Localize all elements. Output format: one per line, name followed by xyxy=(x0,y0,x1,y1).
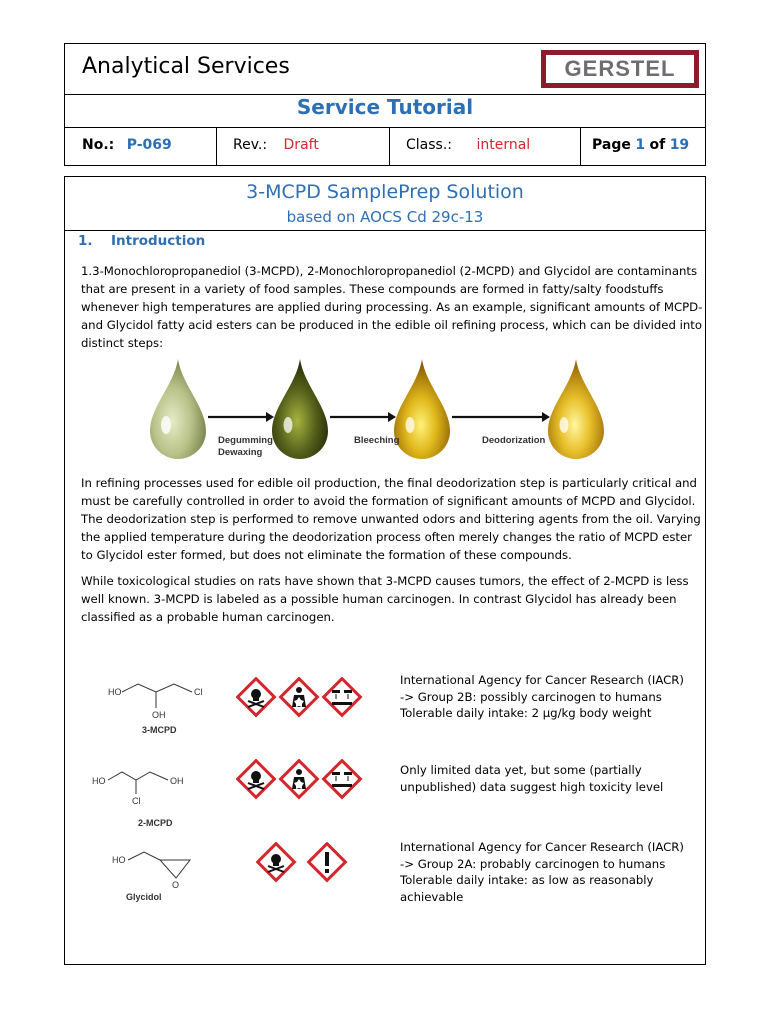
page-of: of xyxy=(649,137,666,153)
section-number: 1. xyxy=(78,233,93,249)
info-line: International Agency for Cancer Research (IACR) xyxy=(400,840,684,854)
doc-number xyxy=(82,137,172,153)
label-cl: Cl xyxy=(132,796,141,806)
structure-2-mcpd xyxy=(86,762,206,834)
page-label: Page xyxy=(592,137,631,153)
compound-info-2-mcpd xyxy=(400,762,700,795)
classification-value: internal xyxy=(476,137,531,153)
label-oh: OH xyxy=(170,776,184,786)
step-dewaxing: Dewaxing xyxy=(218,447,263,458)
step-deodorization: Deodorization xyxy=(482,435,546,446)
title-divider xyxy=(64,230,706,231)
oil-drop-degummed xyxy=(272,359,328,459)
label-oh: OH xyxy=(152,710,166,720)
step-bleeching: Bleeching xyxy=(354,435,400,446)
intro-paragraph-1: 1.3-Monochloropropanediol (3-MCPD), 2-Monochloropropanediol (2-MCPD) and Glycidol are contaminants that are present in a variety of food samples. These compounds are formed in fatty/salty foodstuffs whenever high temperatures are applied during processing. As an example, significant amounts of MCPD- and Glycidol fatty acid esters can be produced in the edible oil refining process, which can be divided into distinct steps: xyxy=(81,264,703,350)
structure-glycidol xyxy=(100,838,210,906)
refining-steps-figure xyxy=(146,355,616,467)
classification-label: Class.: xyxy=(406,137,452,153)
info-line: International Agency for Cancer Research (IACR) xyxy=(400,673,684,687)
info-line: Tolerable daily intake: as low as reasonably xyxy=(400,873,654,887)
info-line: unpublished) data suggest high toxicity level xyxy=(400,779,664,794)
structure-3-mcpd xyxy=(100,670,220,738)
intro-paragraph-3: While toxicological studies on rats have shown that 3-MCPD causes tumors, the effect of 2-MCPD is less well known. 3-MCPD is labeled as a possible human carcinogen. In contrast Glycidol has already been classified as a probable human carcinogen. xyxy=(81,574,689,624)
meta-divider-2 xyxy=(389,127,390,166)
health-hazard-icon xyxy=(281,679,318,716)
section-title: Introduction xyxy=(111,233,206,249)
oil-drop-bleached xyxy=(394,359,450,459)
label-o: O xyxy=(172,880,180,890)
oil-drop-deodorized xyxy=(548,359,604,459)
label-ho: HO xyxy=(112,855,126,865)
label-ho: HO xyxy=(108,687,122,697)
label-cl: Cl xyxy=(194,687,203,697)
compound-name-glycidol: Glycidol xyxy=(126,892,162,902)
logo-text: GERSTEL xyxy=(545,54,695,84)
page-indicator xyxy=(592,137,689,153)
compound-info-3-mcpd xyxy=(400,672,700,722)
service-tutorial-heading: Service Tutorial xyxy=(296,95,474,119)
step-degumming: Degumming xyxy=(218,435,273,446)
label-ho: HO xyxy=(92,776,106,786)
info-line: -> Group 2B: possibly carcinogen to humans xyxy=(400,689,662,704)
info-line: Only limited data yet, but some (partially xyxy=(400,763,642,777)
meta-divider-1 xyxy=(216,127,217,166)
page-current: 1 xyxy=(635,137,646,153)
ghs-pictograms-glycidol xyxy=(256,842,356,886)
info-line: Tolerable daily intake: 2 µg/kg body weight xyxy=(400,706,652,720)
intro-paragraph-2: In refining processes used for edible oil production, the final deodorization step is particularly critical and must be carefully controlled in order to avoid the formation of significant amounts of MCPD and Glycidol. The deodorization step is performed to remove unwanted odors and bittering agents from the oil. Varying the applied temperature during the deodorization process often merely changes the ratio of MCPD ester to Glycidol ester formed, but does not eliminate the formation of these compounds. xyxy=(81,476,701,562)
ghs-pictograms-3-mcpd xyxy=(236,677,366,721)
doc-number-label: No.: xyxy=(82,137,115,153)
gerstel-logo xyxy=(541,50,699,88)
compound-name-2-mcpd: 2-MCPD xyxy=(138,818,173,828)
skull-crossbones-icon xyxy=(238,679,275,716)
oil-drop-crude xyxy=(150,359,206,459)
header-divider-2 xyxy=(64,127,706,128)
health-hazard-icon xyxy=(281,761,318,798)
revision-value: Draft xyxy=(283,137,319,153)
compound-info-glycidol xyxy=(400,839,700,905)
meta-divider-3 xyxy=(580,127,581,166)
compound-name-3-mcpd: 3-MCPD xyxy=(142,725,177,735)
revision xyxy=(233,137,319,153)
doc-number-value: P-069 xyxy=(126,137,172,153)
corrosion-icon xyxy=(324,761,361,798)
info-line: -> Group 2A: probably carcinogen to humans xyxy=(400,856,666,871)
page-total: 19 xyxy=(669,137,690,153)
document-subtitle: based on AOCS Cd 29c-13 xyxy=(286,208,484,226)
skull-crossbones-icon xyxy=(238,761,275,798)
header-title: Analytical Services xyxy=(82,54,290,79)
info-line: achievable xyxy=(400,889,464,904)
skull-crossbones-icon xyxy=(258,844,295,881)
classification xyxy=(406,137,530,153)
document-title: 3-MCPD SamplePrep Solution xyxy=(246,181,524,203)
corrosion-icon xyxy=(324,679,361,716)
ghs-pictograms-2-mcpd xyxy=(236,759,366,803)
revision-label: Rev.: xyxy=(233,137,268,153)
exclamation-mark-icon xyxy=(309,844,346,881)
